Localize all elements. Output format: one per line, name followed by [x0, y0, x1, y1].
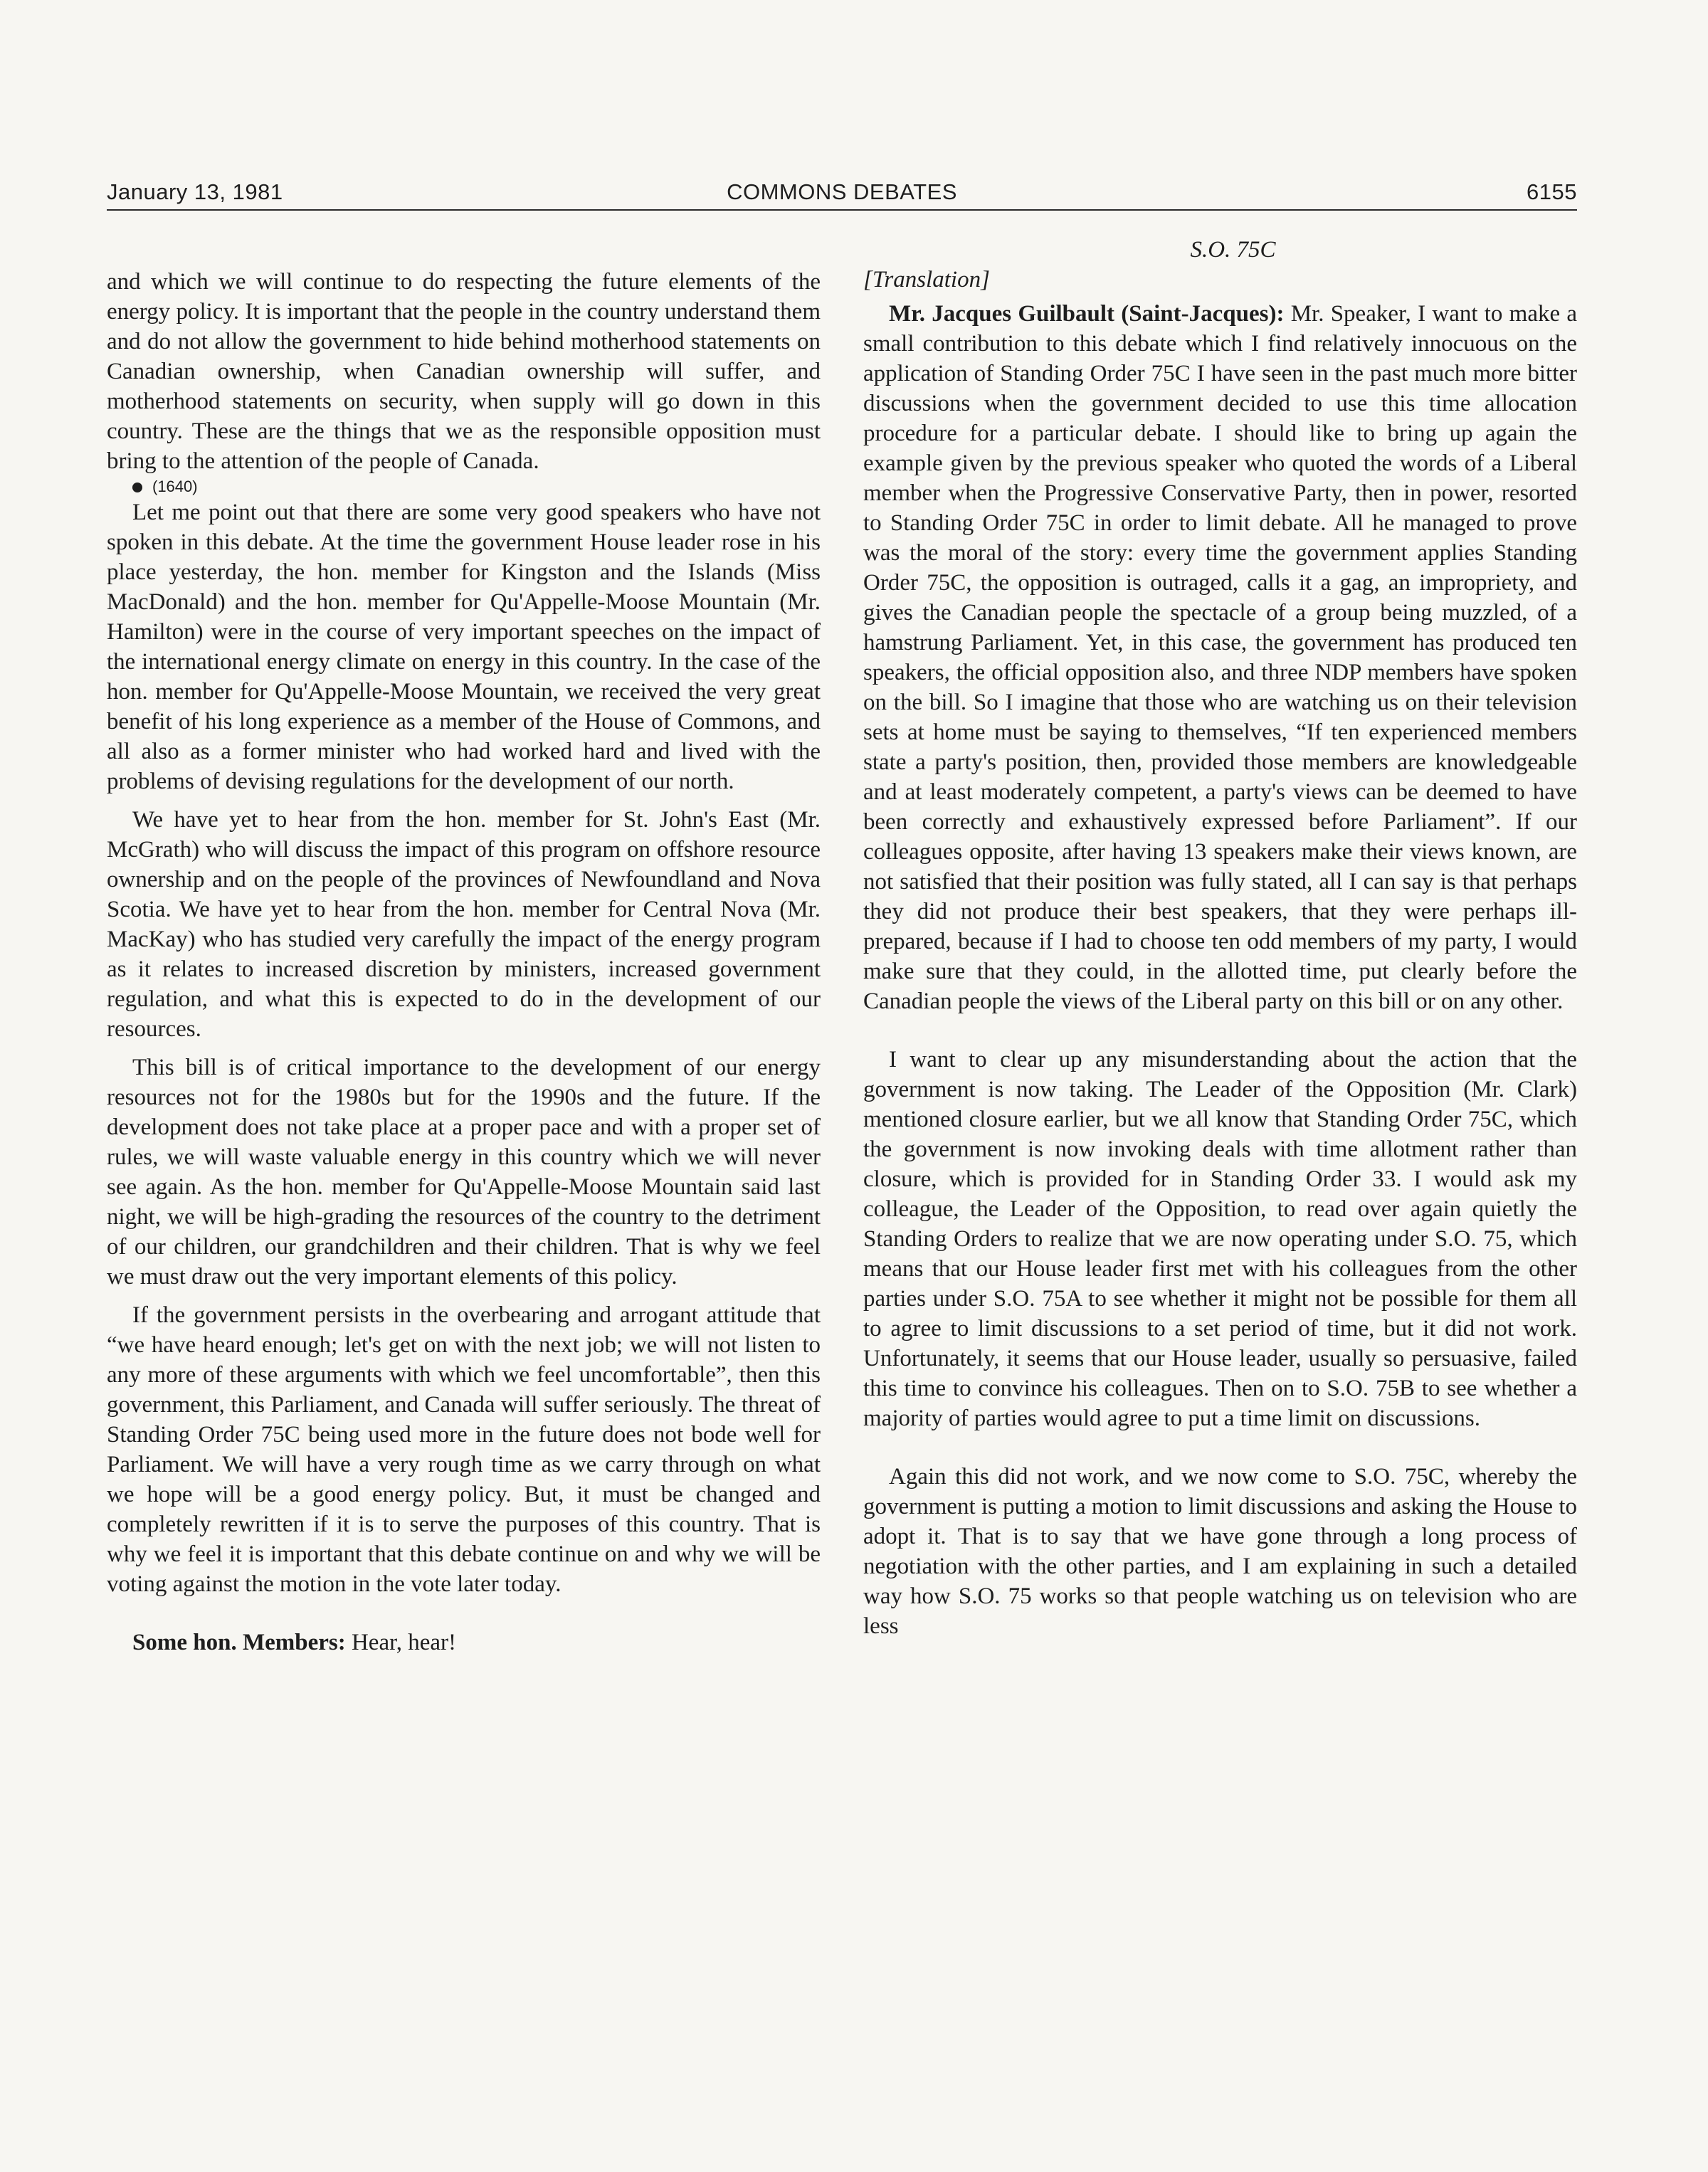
paragraph: This bill is of critical importance to the development of our energy resources not for the 1980s but for the 1990s and the future. If the development does not take place at a proper pace and with a proper set of rules, we will waste valuable energy in this country which we will never see again. As the hon. member for Qu'Appelle-Moose Mountain said last night, we will be high-grading the resources of the country to the detriment of our children, our grandchildren and their children. That is why we feel we must draw out the very important elements of this policy.	[107, 1055, 821, 1290]
bullet-icon	[132, 483, 142, 492]
left-column	[107, 267, 821, 1657]
translation-note: [Translation]	[863, 267, 990, 292]
interjection-text: Hear, hear!	[351, 1630, 457, 1655]
interjection-speaker: Some hon. Members:	[132, 1630, 346, 1655]
paragraph	[863, 299, 1577, 1016]
timestamp	[107, 476, 821, 497]
timestamp-text: (1640)	[152, 478, 198, 495]
paragraph: Again this did not work, and we now come to S.O. 75C, whereby the government is putting a motion to limit discussions and asking the House to adopt it. That is to say that we have gone through a long process of negotiation with the other parties, and I am explaining in such a detailed way how S.O. 75 works so that people watching us on television who are less	[863, 1464, 1577, 1639]
interjection	[107, 1628, 821, 1657]
paragraph: We have yet to hear from the hon. member for St. John's East (Mr. McGrath) who will discuss the impact of this program on offshore resource ownership and on the people of the provinces of Newfoundland and Nova Scotia. We have yet to hear from the hon. member for Central Nova (Mr. MacKay) who has studied very carefully the impact of the energy program as it relates to increased discretion by ministers, increased government regulation, and what this is expected to do in the development of our resources.	[107, 807, 821, 1042]
header-date: January 13, 1981	[107, 179, 283, 204]
paragraph: If the government persists in the overbearing and arrogant attitude that “we have heard enough; let's get on with the next job; we will not listen to any more of these arguments with which we feel uncomfortable”, then this government, this Parliament, and Canada will suffer seriously. The threat of Standing Order 75C being used more in the future does not bode well for Parliament. We will have a very rough time as we carry through on what we hope will be a good energy policy. But, it must be changed and completely rewritten if it is to serve the purposes of this country. That is why we feel it is important that this debate continue on and why we will be voting against the motion in the vote later today.	[107, 1302, 821, 1597]
section-heading: S.O. 75C	[1190, 237, 1276, 263]
speech-text: Mr. Speaker, I want to make a small contribution to this debate which I find relatively innocuous on the application of Standing Order 75C I have seen in the past much more bitter discussions when the government decided to use this time allocation procedure for a particular debate. I should like to bring up again the example given by the previous speaker who quoted the words of a Liberal member when the Progressive Conservative Party, then in power, resorted to Standing Order 75C in order to limit debate. All he managed to prove was the moral of the story: every time the government applies Standing Order 75C, the opposition is outraged, calls it a gag, an impropriety, and gives the Canadian people the spectacle of a group being muzzled, of a hamstrung Parliament. Yet, in this case, the government has produced ten speakers, the official opposition also, and three NDP members have spoken on the bill. So I imagine that those who are watching us on their television sets at home must be saying to themselves, “If ten experienced members state a party's position, then, provided those members are knowledgeable and at least moderately competent, a party's views can be deemed to have been correctly and exhaustively expressed before Parliament”. If our colleagues opposite, after having 13 speakers make their views known, are not satisfied that their position was fully stated, all I can say is that perhaps they did not produce their best speakers, that they were perhaps ill-prepared, because if I had to choose ten odd members of my party, I would make sure that they could, in the allotted time, put clearly before the Canadian people the views of the Liberal party on this bill or on any other.	[863, 301, 1578, 1014]
paragraph: I want to clear up any misunderstanding about the action that the government is now taking. The Leader of the Opposition (Mr. Clark) mentioned closure earlier, but we all know that Standing Order 75C, which the government is now invoking deals with time allotment rather than closure, which is provided for in Standing Order 33. I would ask my colleague, the Leader of the Opposition, to read over again quietly the Standing Orders to realize that we are now operating under S.O. 75, which means that our House leader first met with his colleagues from the other parties under S.O. 75A to see whether it might not be possible for them all to agree to limit discussions to a set period of time, but it did not work. Unfortunately, it seems that our House leader, usually so persuasive, failed this time to convince his colleagues. Then on to S.O. 75B to see whether a majority of parties would agree to put a time limit on discussions.	[863, 1047, 1577, 1431]
page-header	[107, 175, 1577, 211]
paragraph: and which we will continue to do respecting the future elements of the energy policy. It is important that the people in the country understand them and do not allow the government to hide behind motherhood statements on Canadian ownership, when Canadian ownership will suffer, and motherhood statements on security, when supply will go down in this country. These are the things that we as the responsible opposition must bring to the attention of the people of Canada.	[107, 269, 821, 474]
header-title: COMMONS DEBATES	[727, 179, 957, 204]
header-page-number: 6155	[1527, 179, 1577, 204]
paragraph: Let me point out that there are some very good speakers who have not spoken in this debate. At the time the government House leader rose in his place yesterday, the hon. member for Kingston and the Islands (Miss MacDonald) and the hon. member for Qu'Appelle-Moose Mountain (Mr. Hamilton) were in the course of very important speeches on the impact of the international energy climate on energy in this country. In the case of the hon. member for Qu'Appelle-Moose Mountain, we received the very great benefit of his long experience as a member of the House of Commons, and all also as a former minister who had worked hard and lived with the problems of devising regulations for the development of our north.	[107, 500, 821, 794]
right-column	[863, 235, 1577, 1641]
speaker-name: Mr. Jacques Guilbault (Saint-Jacques):	[889, 301, 1285, 327]
